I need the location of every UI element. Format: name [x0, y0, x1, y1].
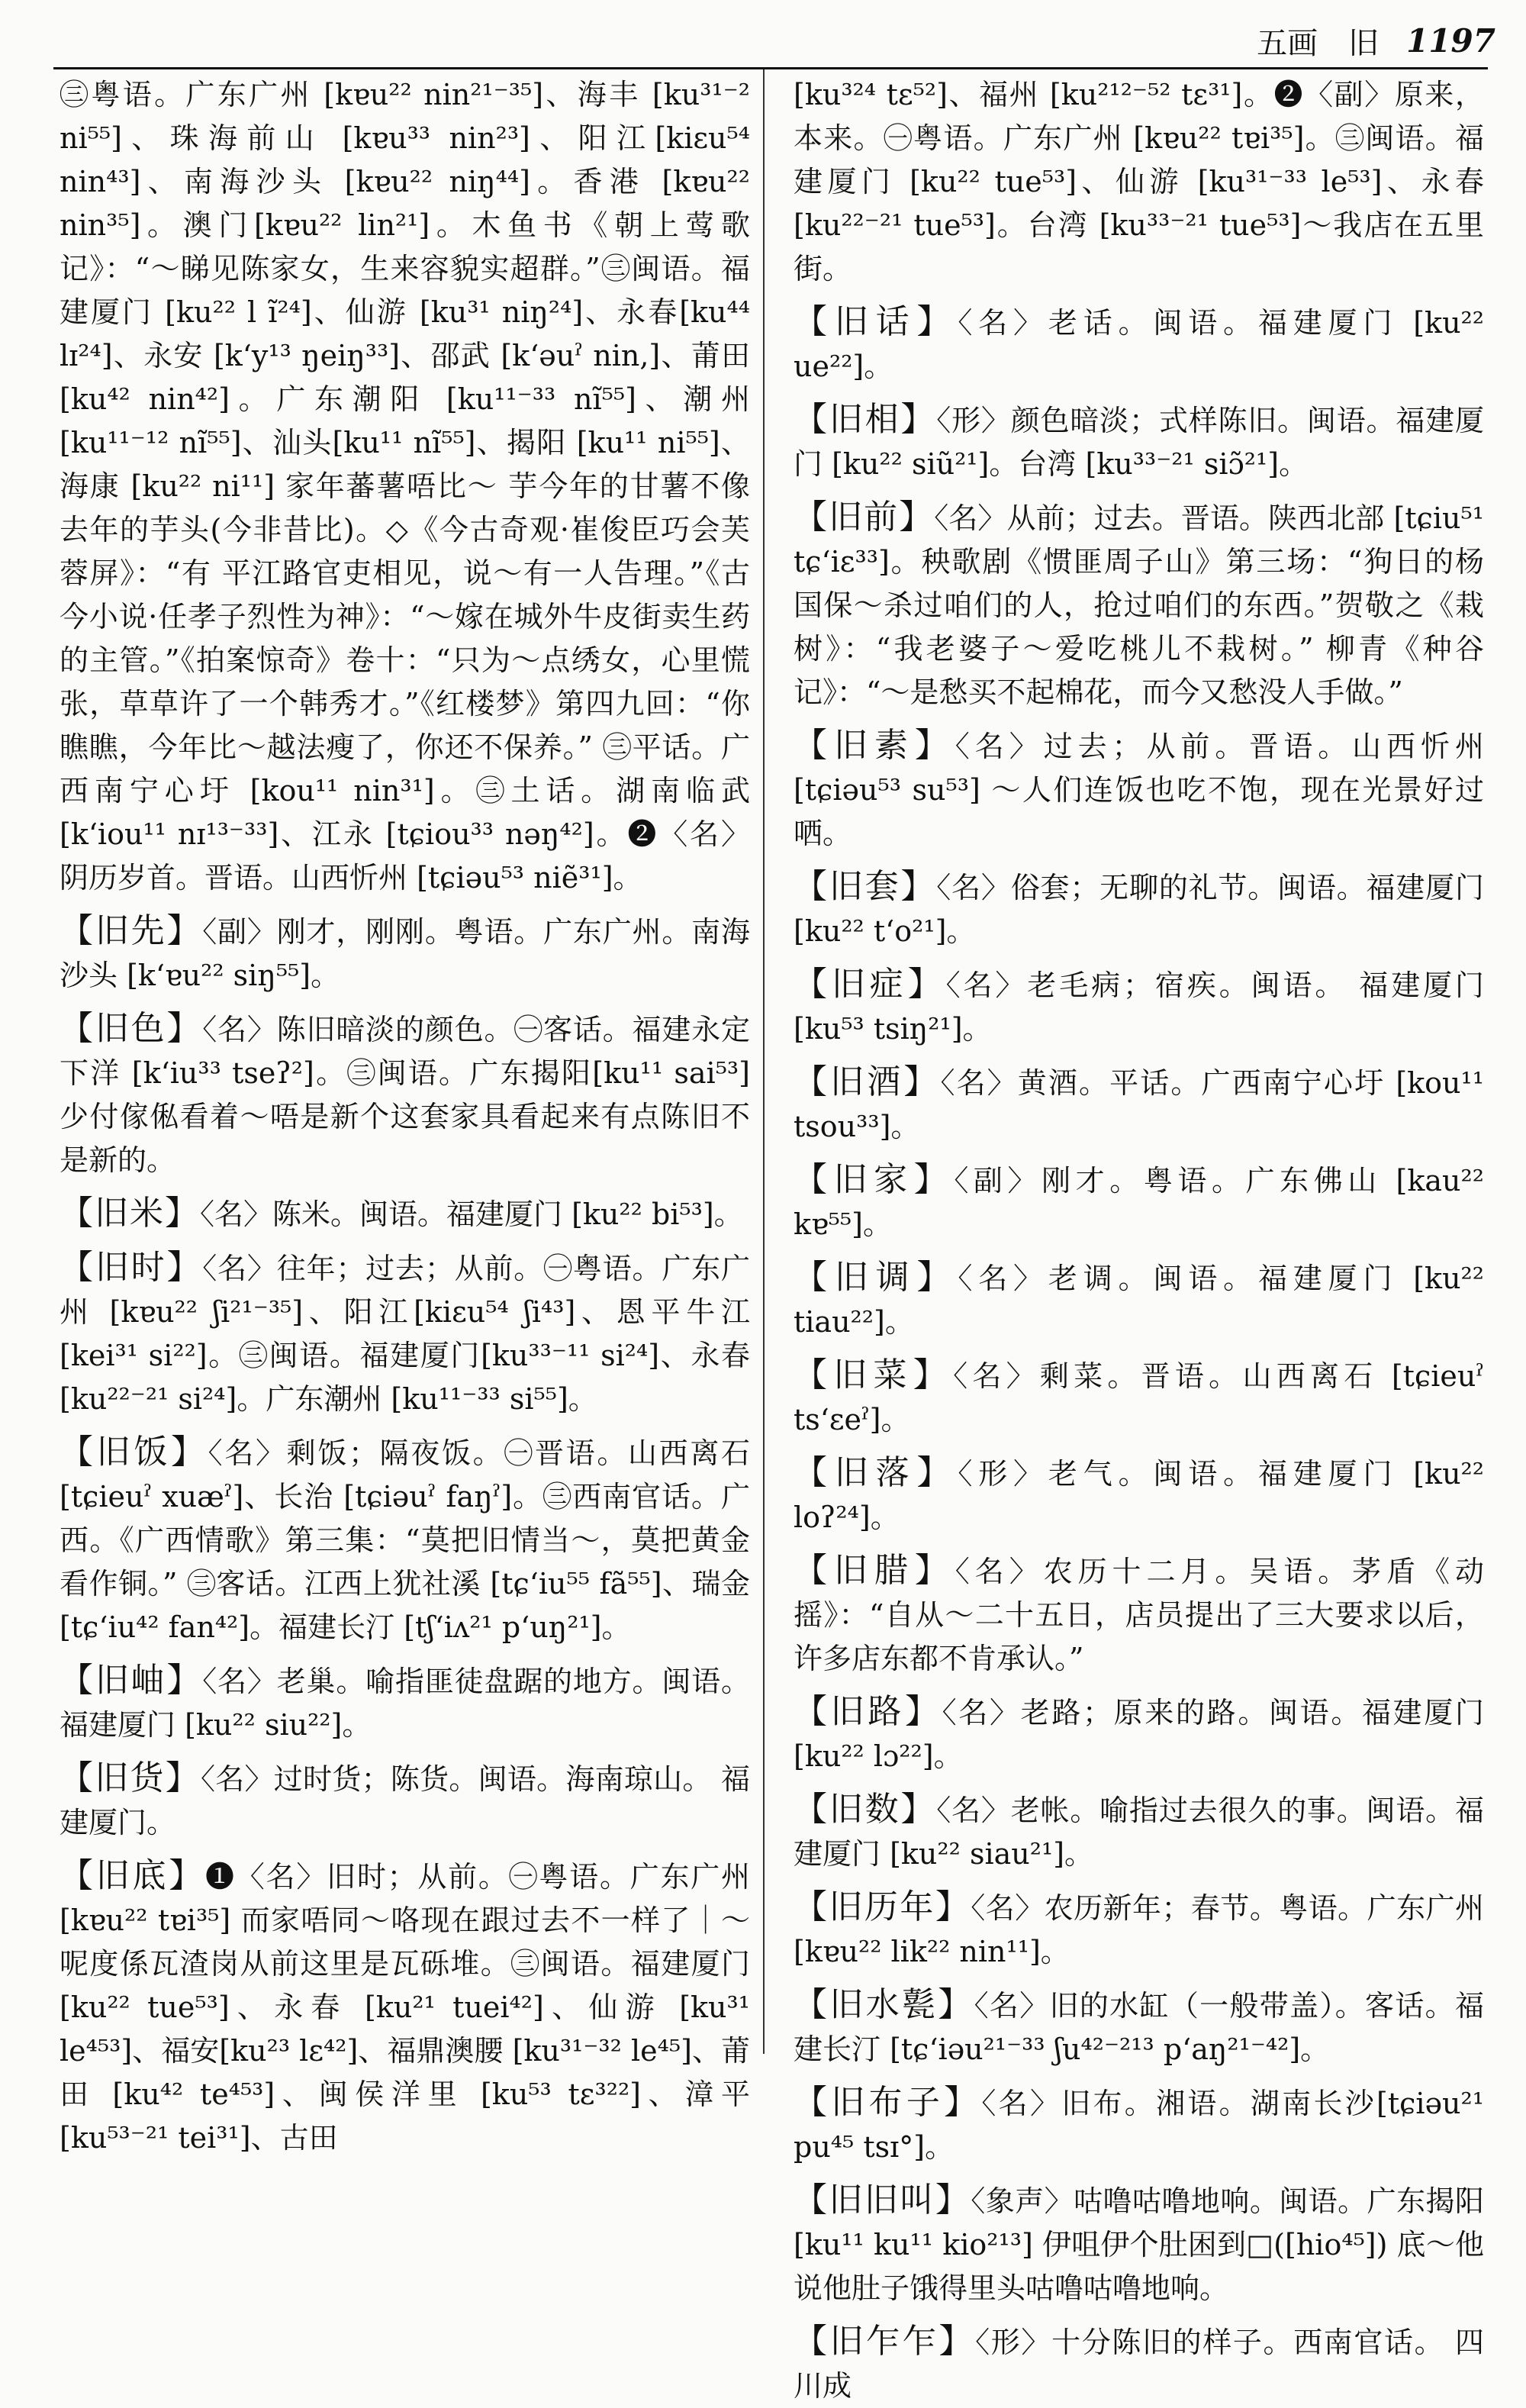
entry-headword: 【旧菜】 — [794, 1356, 954, 1394]
entry-definition: 〈象声〉咕噜咕噜地响。闽语。广东揭阳[ku¹¹ ku¹¹ kio²¹³] 伊咀伊个肚困到□([hio⁴⁵]) 底～他说他肚子饿得里头咕噜咕噜地响。 — [794, 2184, 1484, 2305]
dictionary-entry — [794, 1256, 1484, 1344]
dictionary-entry — [60, 1659, 750, 1747]
entry-headword: 【旧路】 — [794, 1692, 942, 1731]
dictionary-entry — [794, 2081, 1484, 2169]
dictionary-entry — [60, 1191, 750, 1236]
section-title: 五画 旧 — [1257, 25, 1380, 61]
dictionary-entry — [794, 1787, 1484, 1876]
entry-definition: 〈名〉剩菜。晋语。山西离石 [tɕieuˀ tsʻɛeˀ]。 — [794, 1359, 1484, 1436]
continued-entry-text: [ku³²⁴ tɛ⁵²]、福州 [ku²¹²⁻⁵² tɛ³¹]。❷〈副〉原来，本来。㊀粤语。广东广州 [kɐu²² tɐi³⁵]。㊂闽语。福建厦门 [ku²² tue⁵³]、仙游 [ku³¹⁻³³ le⁵³]、永春 [ku²²⁻²¹ tue⁵³]。台湾 [ku³³⁻²¹ tue⁵³]～我店在五里街。 — [794, 78, 1484, 285]
dictionary-entry — [794, 2178, 1484, 2310]
page-header — [1129, 14, 1495, 67]
dictionary-entry — [60, 1756, 750, 1845]
continued-entry-text: ㊂粤语。广东广州 [kɐu²² nin²¹⁻³⁵]、海丰 [ku³¹⁻² ni⁵⁵]、珠海前山 [kɐu³³ nin²³]、阳江[kiɛu⁵⁴ nin⁴³]、南海沙头 [kɐu²² niŋ⁴⁴]。香港 [kɐu²² nin³⁵]。澳门[kɐu²² lin²¹]。木鱼书《朝上莺歌记》：“～睇见陈家女，生来容貌实超群。”㊂闽语。福建厦门 [ku²² l ĩ²⁴]、仙游 [ku³¹ niŋ²⁴]、永春[ku⁴⁴ lɪ²⁴]、永安 [kʻy¹³ ŋeiŋ³³]、邵武 [kʻəuˀ nin,]、莆田 [ku⁴² nin⁴²]。广东潮阳 [ku¹¹⁻³³ nĩ⁵⁵]、潮州[ku¹¹⁻¹² nĩ⁵⁵]、汕头[ku¹¹ nĩ⁵⁵]、揭阳 [ku¹¹ ni⁵⁵]、海康 [ku²² ni¹¹] 家年蕃薯唔比～ 芋今年的甘薯不像去年的芋头(今非昔比)。◇《今古奇观·崔俊臣巧会芙蓉屏》：“有 平江路官吏相见，说～有一人告理。”《古今小说·任孝子烈性为神》：“～嫁在城外牛皮街卖生药的主管。”《拍案惊奇》卷十：“只为～点绣女，心里慌张，草草许了一个韩秀才。”《红楼梦》第四九回：“你瞧瞧，今年比～越法瘦了，你还不保养。” ㊂平话。广西南宁心圩 [kou¹¹ nin³¹]。㊂土话。湖南临武 [kʻiou¹¹ nɪ¹³⁻³³]、江永 [tɕiou³³ nəŋ⁴²]。❷〈名〉阴历岁首。晋语。山西忻州 [tɕiəu⁵³ niẽ³¹]。 — [60, 78, 750, 895]
entry-definition: 〈名〉旧布。湘语。湖南长沙[tɕiəu²¹ pu⁴⁵ tsɪ°]。 — [794, 2087, 1485, 2164]
entry-definition: 〈名〉剩饭；隔夜饭。㊀晋语。山西离石 [tɕieuˀ xuæˀ]、长治 [tɕiəuˀ faŋˀ]。㊂西南官话。广西。《广西情歌》第三集：“莫把旧情当～，莫把黄金看作铜。” ㊂客话。江西上犹社溪 [tɕʻiu⁵⁵ fã⁵⁵]、瑞金[tɕʻiu⁴² fan⁴²]。福建长汀 [tʃʻiʌ²¹ pʻuŋ²¹]。 — [60, 1436, 750, 1644]
entry-definition: 〈名〉黄酒。平话。广西南宁心圩 [kou¹¹ tsou³³]。 — [794, 1066, 1484, 1143]
dictionary-entry — [794, 2319, 1484, 2408]
entry-headword: 【旧素】 — [794, 726, 955, 765]
entry-headword: 【旧时】 — [60, 1248, 203, 1287]
entry-headword: 【旧数】 — [794, 1790, 937, 1829]
entry-headword: 【旧相】 — [794, 400, 937, 439]
entry-definition: 〈副〉刚才。粤语。广东佛山 [kau²² kɐ⁵⁵]。 — [794, 1164, 1484, 1241]
entry-definition: 〈名〉从前；过去。晋语。陕西北部 [tɕiu⁵¹ tɕʻiɛ³³]。秧歌剧《惯匪周子山》第三场：“狗日的杨国保～杀过咱们的人，抢过咱们的东西。”贺敬之《栽树》：“我老婆子～爱吃桃儿不栽树。” 柳青《种谷记》：“～是愁买不起棉花，而今又愁没人手做。” — [794, 501, 1484, 709]
entry-definition: 〈形〉颜色暗淡；式样陈旧。闽语。福建厦门 [ku²² siũ²¹]。台湾 [ku³³⁻²¹ siɔ̃²¹]。 — [794, 404, 1484, 481]
dictionary-entry — [794, 398, 1484, 486]
entry-headword: 【旧乍乍】 — [794, 2322, 976, 2361]
entry-headword: 【旧家】 — [794, 1160, 955, 1199]
entry-headword: 【旧米】 — [60, 1194, 200, 1233]
entry-headword: 【旧饭】 — [60, 1433, 208, 1472]
entry-headword: 【旧底】 — [60, 1856, 206, 1895]
right-column — [794, 73, 1485, 2403]
entry-headword: 【旧水甏】 — [794, 1985, 974, 2024]
page-number: 1197 — [1406, 21, 1495, 60]
dictionary-entry — [60, 1854, 750, 2160]
entry-definition: ❶〈名〉旧时；从前。㊀粤语。广东广州[kɐu²² tɐi³⁵] 而家唔同～咯现在跟过去不一样了｜～呢度係瓦渣岗从前这里是瓦砾堆。㊂闽语。福建厦门[ku²² tue⁵³]、永春 [ku²¹ tuei⁴²]、仙游 [ku³¹ le⁴⁵³]、福安[ku²³ lɛ⁴²]、福鼎澳腰 [ku³¹⁻³² le⁴⁵]、莆田 [ku⁴² te⁴⁵³]、闽侯洋里 [ku⁵³ tɛ³²²]、漳平 [ku⁵³⁻²¹ tei³¹]、古田 — [60, 1860, 750, 2155]
dictionary-entry — [794, 1060, 1484, 1149]
dictionary-entry — [60, 909, 750, 998]
dictionary-entry — [794, 1451, 1484, 1539]
dictionary-entry — [794, 300, 1484, 388]
entry-definition: 〈名〉老毛病；宿疾。闽语。 福建厦门 [ku⁵³ tsiŋ²¹]。 — [794, 969, 1484, 1046]
entry-headword: 【旧酒】 — [794, 1062, 941, 1101]
entry-definition: 〈名〉往年；过去；从前。㊀粤语。广东广州 [kɐu²² ʃi²¹⁻³⁵]、阳江[kiɛu⁵⁴ ʃi⁴³]、恩平牛江 [kei³¹ si²²]。㊂闽语。福建厦门[ku³³⁻¹¹ si²⁴]、永春 [ku²²⁻²¹ si²⁴]。广东潮州 [ku¹¹⁻³³ si⁵⁵]。 — [60, 1252, 750, 1416]
entry-headword: 【旧落】 — [794, 1453, 958, 1492]
dictionary-entry — [794, 865, 1484, 953]
entry-definition: 〈形〉十分陈旧的样子。西南官话。 四川成 — [794, 2326, 1484, 2403]
entry-definition: 〈名〉过去；从前。晋语。山西忻州 [tɕiəu⁵³ su⁵³] ～人们连饭也吃不饱，现在光景好过哂。 — [794, 730, 1484, 850]
column-divider — [763, 69, 765, 2054]
dictionary-entry — [60, 1007, 750, 1182]
entry-headword: 【旧腊】 — [794, 1551, 955, 1590]
dictionary-entry — [794, 1885, 1484, 1974]
entry-headword: 【旧历年】 — [794, 1887, 971, 1926]
entry-definition: 〈副〉刚才，刚刚。粤语。广东广州。南海沙头 [kʻɐu²² siŋ⁵⁵]。 — [60, 915, 750, 992]
entry-headword: 【旧货】 — [60, 1758, 201, 1797]
entry-definition: 〈名〉农历新年；春节。粤语。广东广州 [kɐu²² lik²² nin¹¹]。 — [794, 1891, 1484, 1968]
entry-definition: 〈名〉陈旧暗淡的颜色。㊀客话。福建永定下洋 [kʻiu³³ tseʔ²]。㊂闽语。广东揭阳[ku¹¹ sai⁵³]少付傢俬看着～唔是新个这套家具看起来有点陈旧不是新的。 — [60, 1013, 750, 1177]
dictionary-entry — [794, 724, 1484, 856]
entry-headword: 【旧色】 — [60, 1009, 203, 1048]
dictionary-entry — [60, 1246, 750, 1421]
entry-definition: 〈名〉陈米。闽语。福建厦门 [ku²² bi⁵³]。 — [200, 1198, 743, 1231]
dictionary-entry — [794, 1549, 1484, 1681]
entry-definition: 〈名〉老话。闽语。福建厦门 [ku²² ue²²]。 — [794, 306, 1485, 383]
dictionary-entry — [794, 1690, 1484, 1778]
entry-headword: 【旧套】 — [794, 867, 937, 906]
dictionary-entry — [794, 1158, 1484, 1246]
entry-headword: 【旧布子】 — [794, 2083, 982, 2122]
entry-definition: 〈名〉农历十二月。吴语。茅盾《动摇》：“自从～二十五日，店员提出了三大要求以后，许多店东都不肯承认。” — [794, 1555, 1484, 1675]
header-rule — [53, 67, 1488, 69]
left-column — [60, 73, 750, 2155]
entry-headword: 【旧先】 — [60, 911, 203, 950]
entry-definition: 〈名〉老帐。喻指过去很久的事。闽语。福建厦门 [ku²² siau²¹]。 — [794, 1794, 1484, 1871]
entry-headword: 【旧调】 — [794, 1258, 958, 1297]
dictionary-entry — [794, 962, 1484, 1051]
entry-definition: 〈形〉老气。闽语。福建厦门 [ku²² loʔ²⁴]。 — [794, 1457, 1485, 1534]
entry-definition: 〈名〉旧的水缸（一般带盖）。客话。福建长汀 [tɕʻiəu²¹⁻³³ ʃu⁴²⁻²¹³ pʻaŋ²¹⁻⁴²]。 — [794, 1989, 1484, 2066]
dictionary-entry — [794, 495, 1484, 714]
entry-headword: 【旧岫】 — [60, 1661, 203, 1700]
dictionary-entry — [794, 1983, 1484, 2071]
dictionary-entry — [794, 1353, 1484, 1442]
dictionary-entry — [60, 1430, 750, 1649]
entry-definition: 〈名〉老调。闽语。福建厦门 [ku²² tiau²²]。 — [794, 1262, 1485, 1339]
entry-headword: 【旧症】 — [794, 965, 946, 1004]
entry-definition: 〈名〉老巢。喻指匪徒盘踞的地方。闽语。福建厦门 [ku²² siu²²]。 — [60, 1665, 750, 1742]
entry-headword: 【旧旧叫】 — [794, 2181, 971, 2219]
entry-headword: 【旧话】 — [794, 302, 958, 341]
entry-headword: 【旧前】 — [794, 498, 935, 537]
entry-definition: 〈名〉老路；原来的路。闽语。福建厦门 [ku²² lɔ²²]。 — [794, 1696, 1484, 1773]
entry-definition: 〈名〉俗套；无聊的礼节。闽语。福建厦门[ku²² tʻo²¹]。 — [794, 871, 1484, 948]
entry-definition: 〈名〉过时货；陈货。闽语。海南琼山。 福建厦门。 — [60, 1762, 750, 1839]
